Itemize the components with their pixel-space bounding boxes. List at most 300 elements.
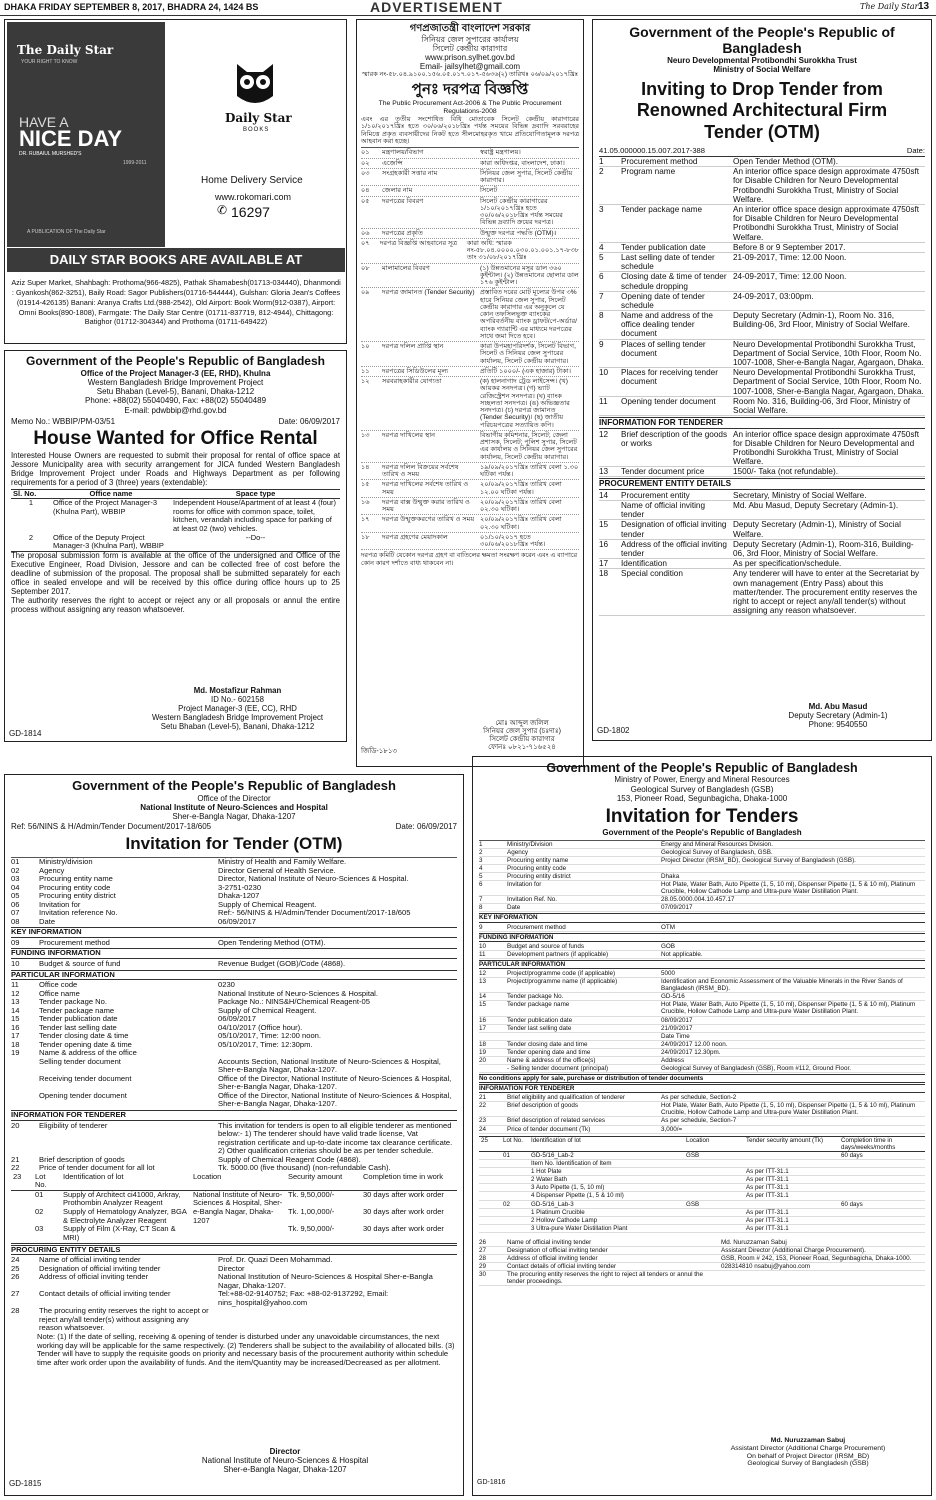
row-label: Name of official inviting tender [621, 501, 706, 520]
row-label: Invitation reference No. [39, 908, 118, 918]
book-author: DR. RUBAIUL MURSHED'S [19, 151, 82, 157]
row-value: GOB [661, 942, 675, 950]
row-value: ২০/০৯/২০১৭খ্রিঃ তারিখ বেলা ০২.৩০ ঘটিকা। [480, 498, 562, 514]
row-label: Designation of official inviting tender [39, 1263, 161, 1273]
gsb-tender-ad [472, 756, 932, 1496]
row-label: Procuring entity district [507, 873, 571, 881]
row-number: 02 [11, 865, 20, 875]
row-number: 5 [479, 873, 483, 881]
signature-block: Md. Mostafizur Rahman ID No.- 602158 Project Manager-3 (EE, CC), RHD Western Bangladesh Bridge Improvement Project Setu Bhaban (Level-5), Banani, Dhaka-1212 [151, 686, 324, 731]
row-value: (১) উন্নতমানের মসুর ডাল ৩৬০ কুইন্টাল। (২) উন্নতমানের ছোলার ডাল ১৭৬ কুইন্টাল। [480, 264, 579, 287]
row-value: As per schedule, Section-2 [661, 1094, 737, 1102]
row-number: 22 [11, 1163, 20, 1173]
lot-id: GD-5/16_Lab-2 [531, 1151, 574, 1159]
row-number: 9 [599, 339, 604, 349]
table-row [479, 1126, 925, 1134]
row-number: 5 [599, 252, 604, 262]
row-number: 17 [599, 559, 609, 569]
row-label: Tender package name [507, 1001, 570, 1009]
institute-address: Sher-e-Bangla Nagar, Dhaka-1207 [172, 812, 296, 822]
books-ad [4, 19, 347, 344]
row-value: Open Tender Method (OTM). [733, 157, 838, 167]
row-label: Office code [39, 980, 78, 990]
memo: স্মারক নং-৫৮.০৪.৯১০০.১৫৬.০৫.০১৭.০১৭-৫৬৩৬(২) তারিখঃ ০৬/০৯/২০১৭খ্রিঃ [361, 71, 579, 79]
table-row [11, 939, 457, 948]
row-label: Tender package No. [39, 997, 107, 1007]
section-heading: PARTICULAR INFORMATION [11, 970, 457, 981]
table-row [479, 1151, 925, 1159]
row-label: Places for receiving tender document [621, 368, 718, 387]
availability-banner: DAILY STAR BOOKS ARE AVAILABLE AT [7, 248, 345, 272]
row-value: Hot Plate, Water Bath, Auto Pipette (1, 5, 10 ml), Dispenser Pipette (1, 5 & 10 ml), Platinum Crucible, Hollow Cathode Lamp and Ultra-pure Water Distillation Plant. [661, 1102, 916, 1117]
lot-sec: As per ITT-31.1 [746, 1216, 789, 1224]
lot-time [839, 1216, 925, 1224]
lot-id: 1 Hot Plate [531, 1168, 562, 1176]
row-label: দরপত্রের প্রকৃতি [382, 229, 423, 237]
row-number: ০৩ [361, 169, 370, 177]
row-value: 3-2751-0230 [218, 882, 262, 892]
book-title-1: HAVE A [19, 114, 69, 130]
row-number: 16 [11, 1022, 20, 1032]
row-number: 12 [599, 429, 609, 439]
memo-number: 41.05.000000.15.007.2017-388 [599, 146, 705, 156]
row-number: 16 [599, 539, 609, 549]
table-row [479, 904, 925, 912]
row-number [11, 1075, 35, 1092]
row-number: 09 [11, 937, 20, 947]
row-value: Any tenderer will have to enter at the Secretariat by own management (Entry Pass) about this matter/tender. The procurement entity reserves the right to accept or reject any/all tender(s) without assigning any reason whatsoever. [733, 569, 920, 616]
row-value: Room No. 316, Building-06, 3rd Floor, Ministry of Social Welfare. [733, 396, 911, 415]
row-number: ১৩ [361, 431, 370, 439]
row-value: 28.05.0000.004.10.457.17 [661, 896, 735, 904]
table-row [361, 342, 579, 367]
row-value: 05/10/2017, Time: 12:30pm. [218, 1039, 313, 1049]
row-value [661, 865, 925, 872]
col-sl: Sl. No. [13, 488, 37, 498]
gd-code: GD-1816 [477, 1479, 506, 1486]
row-label: Tender publication date [507, 1016, 573, 1024]
row-value: Dhaka-1207 [218, 891, 260, 901]
row-number: 14 [599, 490, 609, 500]
lot-id: 3 Auto Pipette (1, 5, 10 ml) [531, 1184, 605, 1192]
book-years: 1999-2011 [123, 160, 147, 166]
row-value: Deputy Secretary (Admin-1), Ministry of Social Welfare. [733, 520, 901, 539]
memo-date: Date: [906, 146, 925, 156]
ad-title: Invitation for Tender (OTM) [125, 833, 343, 853]
row-number: ১৪ [361, 463, 370, 471]
row-value: 24/09/2017 12.30pm. [661, 1048, 721, 1056]
lot-time [839, 1176, 925, 1184]
table-row [479, 1159, 925, 1167]
table-row [11, 1307, 457, 1333]
row-value: Supply of Chemical Reagent Code (4868). [218, 1154, 361, 1164]
row-label: Tender package name [39, 1005, 115, 1015]
section-heading: FUNDING INFORMATION [11, 948, 457, 959]
row-label: Designation of official inviting tender [621, 520, 727, 539]
row-number: 19 [479, 1048, 487, 1056]
lot-loc [684, 1224, 744, 1232]
lot-time [839, 1224, 925, 1232]
row-value: Md. Abu Masud, Deputy Secretary (Admin-1). [733, 501, 899, 511]
row-number: 24 [479, 1125, 487, 1133]
row-value: Office of the Director, National Institute of Neuro-Sciences & Hospital, Sher-e-Bangla Nagar, Dhaka-1207. [218, 1090, 452, 1109]
row-number: 2 [599, 167, 604, 177]
row-value: Deputy Secretary (Admin-1), Room No. 316, Building-06, 3rd Floor, Ministry of Social Welfare. [733, 311, 910, 330]
row-label: Opening date of tender schedule [621, 291, 705, 310]
table-row [361, 239, 579, 264]
lot-loc: GSB [686, 1200, 700, 1208]
table-row [361, 377, 579, 431]
table-row [361, 533, 579, 551]
office-name: সিনিয়র জেল সুপারের কার্যালয় [421, 34, 519, 44]
row-value [721, 1271, 925, 1285]
row-number: 10 [479, 942, 487, 950]
page-header [0, 0, 936, 16]
entity-table [11, 1245, 457, 1333]
table-row [479, 1065, 925, 1073]
row-value: Secretary, Ministry of Social Welfare. [733, 490, 867, 500]
row-number: 8 [599, 311, 604, 321]
table-row [599, 501, 925, 520]
row-number: 03 [11, 874, 20, 884]
table-row [479, 1049, 925, 1057]
row-number: 4 [479, 865, 483, 873]
office-name: Office of the Project Manager-3 (EE, RHD), Khulna [80, 368, 271, 378]
table-row [599, 467, 925, 477]
row-value: As per specification/schedule. [733, 559, 842, 569]
table-row [479, 1025, 925, 1033]
row-label: Ministry/division [39, 857, 93, 867]
row-label: Budget & source of fund [39, 959, 121, 969]
table-row [599, 569, 925, 616]
row-number: 14 [479, 993, 487, 1001]
section-heading: FUNDING INFORMATION [479, 933, 925, 942]
row-value: কারা উপমহাপরিদর্শক, সিলেট বিভাগ, সিলেট ও সিনিয়র জেল সুপারের কার্যালয়, সিলেট কেন্দ্রীয় কারাগার। [480, 343, 576, 365]
row-number: 17 [11, 1031, 20, 1041]
row-label: Date [39, 916, 56, 926]
jail-name: সিলেট কেন্দ্রীয় কারাগার [432, 43, 508, 53]
page-number: 13 [918, 1, 930, 12]
lot-time: 60 days [841, 1151, 863, 1159]
row-number: ১৭ [361, 516, 370, 524]
signature-block: Md. Abu Masud Deputy Secretary (Admin-1) Phone: 9540550 [788, 702, 888, 730]
delivery-service: Home Delivery Service [201, 175, 303, 186]
table-row [599, 491, 925, 501]
brand-logo: The Daily Star [17, 43, 114, 57]
ad-subtitle: Government of the People's Republic of Bangladesh [602, 827, 802, 837]
row-label: Contact details of official inviting tender [507, 1263, 617, 1271]
table-row [479, 1263, 925, 1271]
row-label: Invitation Ref. No. [507, 896, 558, 904]
row-number: 11 [11, 980, 19, 990]
row-value: Project Director (IRSM_BD), Geological Survey of Bangladesh (GSB). [661, 857, 856, 865]
row-number: ০৬ [361, 229, 370, 237]
row-number: 3 [479, 857, 483, 865]
row-value: 3,000/= [661, 1125, 683, 1133]
row-value: OTM [661, 923, 675, 931]
gov-title: Government of the People's Republic of Bangladesh [72, 778, 396, 793]
row-value: Director, National Institute of Neuro-Sciences & Hospital. [218, 874, 409, 884]
lot-time [839, 1192, 925, 1200]
row-label: Tender package No. [507, 993, 564, 1001]
row-number [599, 501, 617, 519]
ad-title: Inviting to Drop Tender from Renowned Architectural Firm Tender (OTM) [636, 78, 888, 142]
table-row [361, 515, 579, 533]
signature-block: Director National Institute of Neuro-Sciences & Hospital Sher-e-Bangla Nagar, Dhaka-1207 [201, 1447, 369, 1475]
row-value: Office of the Director, National Institute of Neuro-Sciences & Hospital, Sher-e-Bangla Nagar, Dhaka-1207. [218, 1073, 452, 1092]
row-value: বিভাগীয় কমিশনার, সিলেট; জেলা প্রশাসক, সিলেট; পুলিশ সুপার, সিলেট এর কার্যালয় ও সিনিয়র জেল সুপারের কার্যালয়, সিলেট কেন্দ্রীয় কারাগার। [480, 431, 578, 461]
row-value: Open Tendering Method (OTM). [218, 937, 326, 947]
row-value: Md. Nuruzzaman Sabuj [721, 1239, 787, 1247]
row-number: 18 [11, 1039, 20, 1049]
lot-id: GD-5/16_Lab-3 [531, 1200, 574, 1208]
lot-loc [684, 1192, 744, 1200]
section-heading: INFORMATION FOR TENDERER [11, 1110, 457, 1121]
notice-title: পুনঃ দরপত্র বিজ্ঞপ্তি [411, 80, 529, 98]
ad-title: Invitation for Tenders [605, 805, 799, 827]
row-value: 08/09/2017 [661, 1016, 693, 1024]
row-value: Hot Plate, Water Bath, Auto Pipette (1, 5, 10 ml), Dispenser Pipette (1, 5 & 10 ml), Platinum Crucible, Hollow Cathode Lamp and Ultra-pure Water Distillation Plant. [661, 1001, 916, 1016]
table-row [11, 1122, 457, 1156]
section-heading: INFORMATION FOR TENDERER [599, 417, 925, 428]
col-space: Space type [235, 488, 276, 498]
ref-date: Date: 06/09/2017 [395, 821, 457, 831]
table-row [479, 1041, 925, 1049]
row-number: 16 [479, 1016, 487, 1024]
row-number: 13 [11, 997, 20, 1007]
row-label: Tender publication date [621, 242, 706, 252]
lot-time [839, 1208, 925, 1216]
lot-lot: 01 [503, 1151, 510, 1159]
row-value: Accounts Section, National Institute of Neuro-Sciences & Hospital, Sher-e-Bangla Nagar, Dhaka-1207. [218, 1056, 441, 1075]
table-row [361, 264, 579, 289]
row-value: Address [661, 1056, 685, 1064]
lot-lot [501, 1224, 529, 1232]
row-value: সিলেট [480, 187, 498, 195]
table-row: 1 Office of the Project Manager-3 (Khulna Part), WBBIP Independent House/Apartment of at least 4 (four) rooms for office with common space, toilet, kitchen, verandah including space for parking of at least 02 (two) vehicles. [28, 498, 337, 534]
table-row [479, 896, 925, 904]
row-label: Procuring entity name [507, 857, 569, 865]
row-value: ২০/০৯/২০১৭খ্রিঃ তারিখ বেলা ০২.৩০ ঘটিকা। [480, 516, 562, 531]
row-label: - Selling tender document (principal) [507, 1064, 609, 1072]
row-label: Budget and source of funds [507, 942, 585, 950]
section-heading: PROCURING ENTITY DETAILS [11, 1245, 457, 1256]
row-value: কারা অধিদপ্তর, বাংলাদেশ, ঢাকা। [480, 159, 565, 167]
row-number: ০৫ [361, 197, 370, 205]
row-label: Opening tender document [39, 1090, 127, 1100]
lot-loc [684, 1208, 744, 1216]
row-number: 25 [11, 1263, 20, 1273]
tender-table [599, 157, 925, 616]
row-label: জেলার নাম [382, 187, 413, 195]
masthead-logo: The Daily Star [860, 2, 919, 11]
lot-lot [501, 1168, 529, 1176]
row-label: মালামালের বিবরণ [382, 264, 430, 272]
row-value: 1500/- Taka (not refundable). [733, 467, 838, 477]
gsb-name: Geological Survey of Bangladesh (GSB) [630, 784, 774, 794]
lot-id: 2 Hollow Cathode Lamp [531, 1216, 598, 1224]
row-value: Date Time [661, 1032, 690, 1040]
lot-lot [501, 1192, 529, 1200]
row-number: 19 [11, 1048, 20, 1058]
ad-title: House Wanted for Office Rental [33, 427, 318, 449]
row-number: 14 [11, 1005, 20, 1015]
row-label: Opening tender document [621, 396, 716, 406]
book-cover [7, 22, 165, 247]
row-label: Tender closing date and time [507, 1040, 588, 1048]
row-label: Identification [621, 559, 667, 569]
table-row [599, 167, 925, 205]
signature-block: Md. Nuruzzaman Sabuj Assistant Director (Additional Charge Procurement) On behalf of Project Director (IRSM_BD) Geological Survey of Bangladesh (GSB) [730, 1437, 886, 1468]
row-label: Procuring entity name [39, 874, 113, 884]
row-label: Procurement method [621, 157, 698, 167]
lot-loc [684, 1176, 744, 1184]
row-value: সিনিয়র জেল সুপার, সিলেট কেন্দ্রীয় কারাগার। [480, 169, 573, 185]
row-label: Name of official inviting tender [39, 1255, 141, 1265]
intro-text: Interested House Owners are requested to submit their proposal for rental of office space at Jessore Municipality area with security arrangement for JICA funded Western Bangladesh Bridge Improvement Project under Roads and Highways Department as per following requirements for a period of 3 (three) years (extendable): [11, 450, 340, 487]
jail-tender-ad [356, 19, 584, 767]
row-label: Receiving tender document [39, 1073, 132, 1083]
table-row [361, 186, 579, 196]
row-label: Name of official inviting tender [507, 1239, 592, 1247]
row-value: GD-5/16 [661, 993, 685, 1001]
row-number: ০১ [361, 149, 370, 157]
table-row [11, 1075, 457, 1092]
row-label: Agency [507, 849, 529, 857]
table-row [599, 292, 925, 311]
row-label: এজেন্সি [382, 159, 403, 167]
signature-block: মোঃ আব্দুল জলিল সিনিয়র জেল সুপার (চঃদাঃ) সিলেট কেন্দ্রীয় কারাগার ফোনঃ ০৮২১-৭১৬৫২৪ [483, 720, 561, 752]
tender-table [11, 857, 457, 1172]
table-row: 03 Supply of Film (X-Ray, CT Scan & MRI) Tk. 9,50,000/- 30 days after work order [11, 1225, 457, 1243]
row-label: Places of selling tender document [621, 339, 706, 358]
row-value: কারা অধি: স্মারক নং-৫৮.০৪.০০০০.০৩০.০১.০০১.১৭-৮৩৮ তাং ৩১/০৮/২০১৭খ্রিঃ [466, 239, 580, 262]
row-value: Ministry of Health and Family Welfare. [218, 857, 347, 867]
contact-phone: Phone: +88(02) 55040490, Fax: +88(02) 55040489 [84, 396, 267, 406]
row-label: Brief description of the goods or works [621, 429, 728, 448]
row-number: 10 [599, 368, 609, 378]
lot-id: 4 Dispenser Pipette (1, 5 & 10 ml) [531, 1192, 624, 1200]
row-value: Hot Plate, Water Bath, Auto Pipette (1, 5, 10 ml), Dispenser Pipette (1, 5 & 10 ml), Platinum Crucible, Hollow Cathode Lamp and Ultra-pure Water Distillation Plant. [661, 881, 916, 896]
row-number: ০৪ [361, 187, 370, 195]
row-label: Tender last selling date [39, 1022, 117, 1032]
row-value: National Institute of Neuro-Sciences & Hospital. [218, 988, 378, 998]
table-row [479, 978, 925, 993]
row-number: 24 [11, 1255, 20, 1265]
row-value: 24/09/2017 12.00 noon. [661, 1040, 728, 1048]
table-row [361, 480, 579, 498]
row-number [11, 1092, 35, 1109]
col-office: Office name [89, 488, 133, 498]
table-row [361, 367, 579, 377]
row-number: 12 [11, 988, 20, 998]
space-table [11, 489, 340, 552]
table-row [479, 1224, 925, 1232]
row-label: Eligibility of tenderer [39, 1120, 108, 1130]
row-number: 15 [11, 1014, 20, 1024]
row-value: সিলেট কেন্দ্রীয় কারাগারের ১/১০/২০১৭খ্রিঃ হতে ৩০/০৬/২০১৮খ্রিঃ পর্যন্ত সময়ের বিভিন্ন দ্রব্যাদি ক্রয়ের দরপত্র। [480, 197, 563, 227]
row-number: 18 [479, 1040, 487, 1048]
table-row [479, 1247, 925, 1255]
row-label: দরপত্র বিজ্ঞপ্তি আহবানের সূত্র [379, 239, 458, 247]
row-label: Office name [39, 988, 80, 998]
table-row [599, 397, 925, 416]
row-number: ১২ [361, 378, 370, 386]
store-list: Aziz Super Market, Shahbagh: Prothoma(966-4825), Pathak Shamabesh(01713-034440), Dhanmondi : Gyankosh(862-3251), Baily Road: Sagor Publishers(01716-544444), Gulshan: Gloria Jean's Coffees (01914-426135) Banani: Aranya Crafts Ltd.(988-2542), Old Airport: Book Worm(912-0387), Airport: Omni Books(890-1808), Farmgate: The Daily Star Centre (01711-837719, 812-4944), Chittagong: Batighor (01712-304344) and Prothoma (01711-649422) [11, 278, 341, 327]
row-number: ১৫ [361, 481, 370, 489]
lot-lot [501, 1208, 529, 1216]
row-label: Last selling date of tender schedule [621, 252, 715, 272]
row-label: Tender document price [621, 467, 705, 477]
table-row [11, 918, 457, 927]
row-value: ১৯/০৯/২০১৭খ্রিঃ তারিখ বেলা ১.৩০ ঘটিকা পর্যন্ত। [480, 463, 579, 479]
row-value: (ক) হালনাগাদ ট্রেড লাইসেন্স। (খ) আয়কর সনদপত্র। (গ) ভ্যাট রেজিস্ট্রেশন সনদপত্র। (ঘ) ব্যাংক সচ্ছলতা সনদপত্র। (ঙ) অভিজ্ঞতার সনদপত্র। (চ) দরপত্র জামানত (Tender Security)। (ছ) জাতীয় পরিচয়পত্রের সত্যায়িত কপি। [480, 378, 570, 429]
lot-lot [501, 1184, 529, 1192]
lot-sec: As per ITT-31.1 [746, 1224, 789, 1232]
lot-sec: As per ITT-31.1 [746, 1208, 789, 1216]
house-rental-ad [4, 350, 347, 742]
row-number: 2 [479, 849, 483, 857]
row-value: 0230 [218, 980, 235, 990]
submission-text: The proposal submission form is available at the office of the undersigned and Office of the Executive Engineer, Road Division, Jessore and can be collected free of cost before the deadline of submission of the proposal. The proposal shall be submitted separately for each office in sealed envelope and will be received by this office during office hours up to 25 September 2017. [11, 550, 340, 596]
table-row [479, 1271, 925, 1286]
lot-lot [501, 1159, 529, 1167]
table-row [599, 540, 925, 559]
row-number: 27 [479, 1247, 487, 1255]
table-row [361, 197, 579, 229]
gov-title: Government of the People's Republic of Bangladesh [26, 354, 325, 368]
row-value: Tk. 5000.00 (five thousand) (non-refundable Cash). [218, 1163, 391, 1173]
row-label: দরপত্র গ্রহণের মেয়াদকাল [382, 533, 448, 541]
lot-time [839, 1184, 925, 1192]
row-number: 1 [479, 840, 483, 848]
row-value: An interior office space design approximate 4750sft for Disable Children for Neuro Developmental and Protibondhi Surokkha Trust, Ministry of Social Welfare. [733, 429, 919, 467]
table-row: 01 Supply of Architect ci41000, Arkray, Prothombin Analyzer Reagent National Institute of Neuro-Sciences & Hospital, Sher-e-Bangla Nagar, Dhaka-1207 Tk. 9,50,000/- 30 days after work order [35, 1189, 444, 1225]
row-label: Special condition [621, 569, 683, 579]
table-row [599, 340, 925, 369]
table-row [11, 960, 457, 969]
row-number: 04 [11, 882, 20, 892]
row-number: ০৭ [361, 239, 370, 247]
brand-tagline: YOUR RIGHT TO KNOW [21, 59, 78, 65]
row-label: Tender closing date & time [39, 1031, 129, 1041]
row-label: Agency [39, 865, 65, 875]
row-label: Address of the official inviting tender [621, 539, 727, 559]
row-label: দরপত্র উন্মুক্তকরণের তারিখ ও সময় [382, 516, 475, 524]
table-row [479, 1117, 925, 1125]
row-value: Deputy Secretary (Admin-1), Room-316, Building-06, 3rd Floor, Ministry of Social Welfare. [733, 539, 914, 559]
table-row [479, 1057, 925, 1065]
gov-title: গণপ্রজাতন্ত্রী বাংলাদেশ সরকার [409, 23, 531, 34]
row-label: Procuring entity district [39, 891, 116, 901]
institute-name: National Institute of Neuro-Sciences and Hospital [140, 803, 328, 813]
row-number: 21 [479, 1094, 487, 1102]
row-number: 26 [479, 1239, 487, 1247]
row-label: Development partners (if applicable) [507, 950, 609, 958]
table-row [479, 1216, 925, 1224]
row-value: Package No.: NINS&H/Chemical Reagent-05 [218, 997, 370, 1007]
row-number: 1 [599, 157, 604, 167]
table-row [479, 881, 925, 896]
row-value: Before 8 or 9 September 2017. [733, 242, 846, 252]
row-value: প্রতিটি ১০০০/- (এক হাজার) টাকা। [480, 367, 571, 375]
row-number: 07 [11, 908, 20, 918]
section-heading: No conditions apply for sale, purchase or distribution of tender documents [479, 1074, 925, 1083]
row-number [479, 1033, 503, 1040]
row-label: Price of tender document for all lot [39, 1163, 155, 1173]
table-row [11, 1092, 457, 1109]
notes-text: Note: (1) If the date of selling, receiving & opening of tender is disturbed under any unavoidable circumstances, the next working day will be applicable for the same respectively. (2) Tenderers shall be subject to the availability of allocated bills. (3) Tender will have to supply the requisite goods on priority and necessary basis of the procurement authority within schedule time after work order upon the availability of funds. And the item/Quantity may be increased/Decreased as per allotment. [37, 1331, 455, 1367]
